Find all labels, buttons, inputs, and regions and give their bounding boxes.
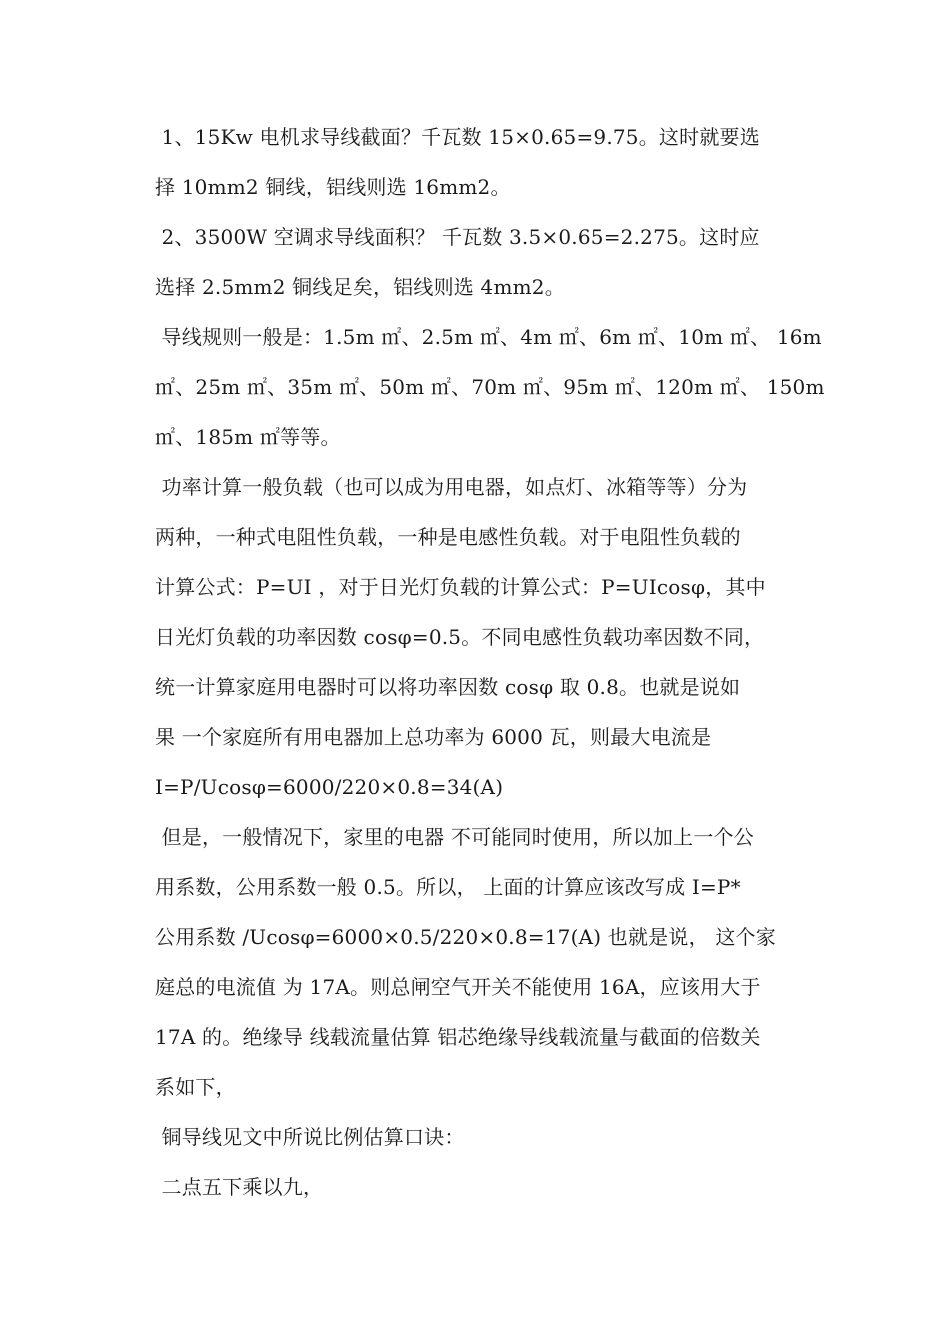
paragraph-demand-factor (145, 812, 810, 1112)
text-line: 果 一个家庭所有用电器加上总功率为 6000 瓦，则最大电流是 (155, 725, 712, 749)
text-line: 铜导线见文中所说比例估算口诀： (155, 1125, 465, 1149)
text-line: 功率计算一般负载（也可以成为用电器，如点灯、冰箱等等）分为 (155, 475, 748, 499)
paragraph-motor-wire (145, 112, 810, 212)
paragraph-aircon-wire (145, 212, 810, 312)
text-line: 用系数，公用系数一般 0.5。所以， 上面的计算应该改写成 I=P* (155, 875, 741, 899)
text-line: I=P/Ucosφ=6000/220×0.8=34(A) (155, 775, 504, 799)
text-line: 系如下， (155, 1075, 236, 1099)
text-line: 导线规则一般是：1.5m ㎡、2.5m ㎡、4m ㎡、6m ㎡、10m ㎡、 16m (155, 325, 822, 349)
document-body (145, 112, 825, 1212)
paragraph-mnemonic (145, 1162, 810, 1212)
text-line: 计算公式：P=UI ，对于日光灯负载的计算公式：P=UIcosφ，其中 (155, 575, 766, 599)
text-line: ㎡、185m ㎡等等。 (155, 425, 341, 449)
text-line: 择 10mm2 铜线，铝线则选 16mm2。 (155, 175, 511, 199)
text-line: 两种，一种式电阻性负载，一种是电感性负载。对于电阻性负载的 (155, 525, 741, 549)
text-line: 选择 2.5mm2 铜线足矣，铝线则选 4mm2。 (155, 275, 565, 299)
text-line: 但是，一般情况下，家里的电器 不可能同时使用，所以加上一个公 (155, 825, 754, 849)
text-line: 2、3500W 空调求导线面积？ 千瓦数 3.5×0.65=2.275。这时应 (155, 225, 760, 249)
text-line: 庭总的电流值 为 17A。则总闸空气开关不能使用 16A，应该用大于 (155, 975, 761, 999)
text-line: 二点五下乘以九， (155, 1175, 324, 1199)
paragraph-power-calculation (145, 462, 810, 812)
paragraph-wire-specs (145, 312, 825, 462)
text-line: 公用系数 /Ucosφ=6000×0.5/220×0.8=17(A) 也就是说， 这个家 (155, 925, 776, 949)
text-line: 统一计算家庭用电器时可以将功率因数 cosφ 取 0.8。也就是说如 (155, 675, 741, 699)
text-line: 1、15Kw 电机求导线截面？千瓦数 15×0.65=9.75。这时就要选 (155, 125, 760, 149)
text-line: ㎡、25m ㎡、35m ㎡、50m ㎡、70m ㎡、95m ㎡、120m ㎡、 150m (155, 375, 825, 399)
text-line: 日光灯负载的功率因数 cosφ=0.5。不同电感性负载功率因数不同， (155, 625, 765, 649)
text-line: 17A 的。绝缘导 线载流量估算 铝芯绝缘导线载流量与截面的倍数关 (155, 1025, 761, 1049)
paragraph-copper-rule (145, 1112, 810, 1162)
